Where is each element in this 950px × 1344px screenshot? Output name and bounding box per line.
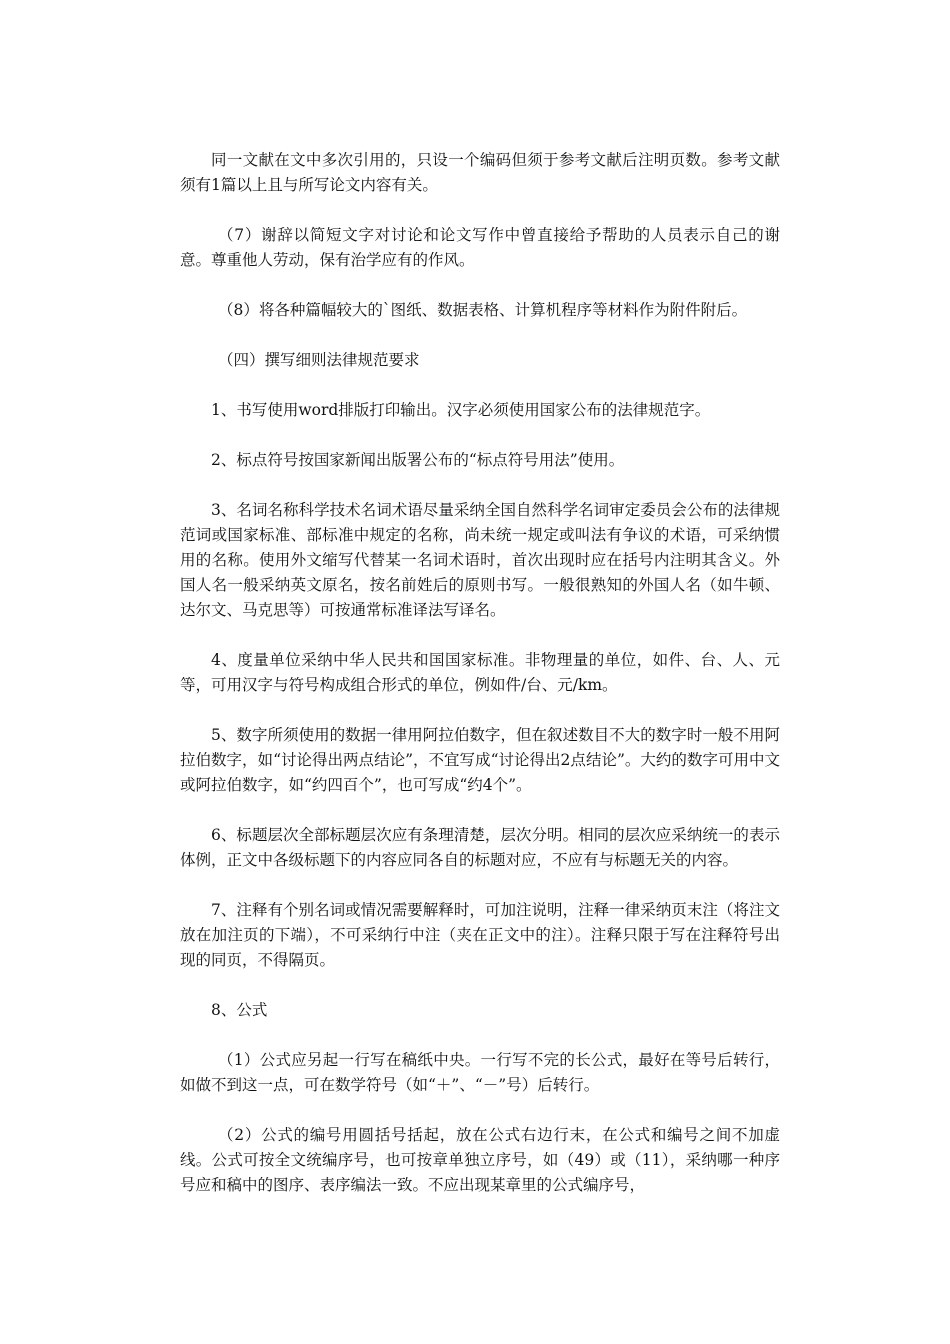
paragraph-rule-3: 3、名词名称科学技术名词术语尽量采纳全国自然科学名词审定委员会公布的法律规范词或国家标准、部标准中规定的名称，尚未统一规定或叫法有争议的术语，可采纳惯用的名称。使用外文缩写代替某一名词术语时，首次出现时应在括号内注明其含义。外国人名一般采纳英文原名，按名前姓后的原则书写。一般很熟知的外国人名（如牛顿、达尔文、马克思等）可按通常标准译法写译名。 [180,501,780,619]
paragraph-rule-5: 5、数字所须使用的数据一律用阿拉伯数字，但在叙述数目不大的数字时一般不用阿拉伯数字，如“讨论得出两点结论”，不宜写成“讨论得出2点结论”。大约的数字可用中文或阿拉伯数字，如“约四百个”，也可写成“约4个”。 [180,726,780,794]
section-heading-writing-rules: （四）撰写细则法律规范要求 [218,351,420,369]
paragraph-appendix: （8）将各种篇幅较大的`图纸、数据表格、计算机程序等材料作为附件附后。 [218,301,748,319]
paragraph-rule-1: 1、书写使用word排版打印输出。汉字必须使用国家公布的法律规范字。 [211,401,711,419]
paragraph-rule-2: 2、标点符号按国家新闻出版署公布的“标点符号用法”使用。 [211,451,625,469]
paragraph-formula-2: （2）公式的编号用圆括号括起，放在公式右边行末，在公式和编号之间不加虚线。公式可按全文统编序号，也可按章单独立序号，如（49）或（11），采纳哪一种序号应和稿中的图序、表序编法一致。不应出现某章里的公式编序号， [180,1126,780,1194]
paragraph-acknowledgement: （7）谢辞以简短文字对讨论和论文写作中曾直接给予帮助的人员表示自己的谢意。尊重他人劳动，保有治学应有的作风。 [180,226,780,269]
paragraph-rule-6: 6、标题层次全部标题层次应有条理清楚，层次分明。相同的层次应采纳统一的表示体例，正文中各级标题下的内容应同各自的标题对应，不应有与标题无关的内容。 [180,826,780,869]
paragraph-citation-note: 同一文献在文中多次引用的，只设一个编码但须于参考文献后注明页数。参考文献须有1篇以上且与所写论文内容有关。 [180,151,780,194]
paragraph-formula-1: （1）公式应另起一行写在稿纸中央。一行写不完的长公式，最好在等号后转行，如做不到这一点，可在数学符号（如“＋”、“－”号）后转行。 [180,1051,780,1094]
paragraph-rule-8-heading: 8、公式 [211,1001,268,1019]
document-body [180,148,780,1223]
paragraph-rule-4: 4、度量单位采纳中华人民共和国国家标准。非物理量的单位，如件、台、人、元等，可用汉字与符号构成组合形式的单位，例如件/台、元/km。 [180,651,780,694]
paragraph-rule-7: 7、注释有个别名词或情况需要解释时，可加注说明，注释一律采纳页末注（将注文放在加注页的下端），不可采纳行中注（夹在正文中的注）。注释只限于写在注释符号出现的同页，不得隔页。 [180,901,780,969]
